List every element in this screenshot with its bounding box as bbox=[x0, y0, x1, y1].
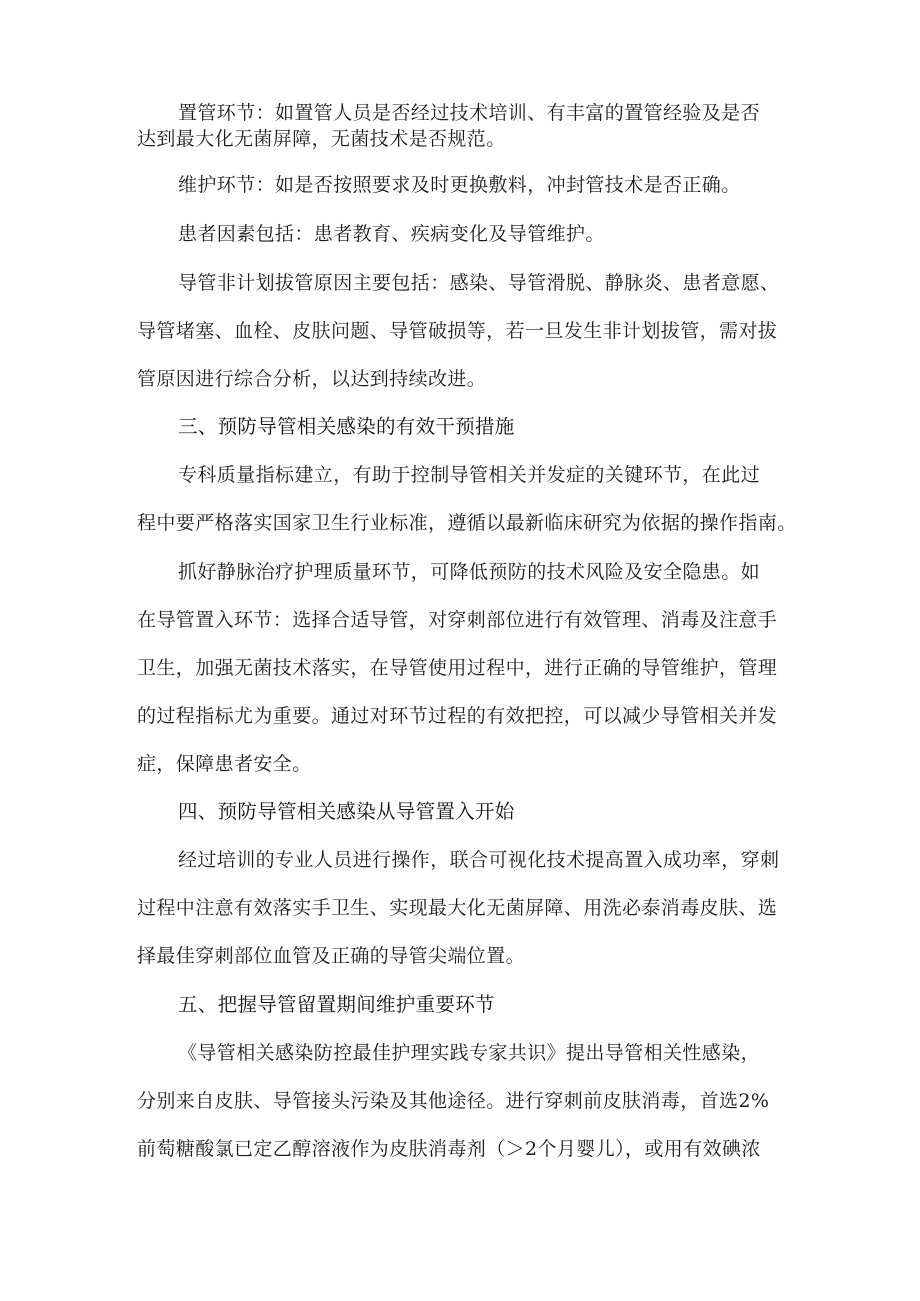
paragraph-line: 程中要严格落实国家卫生行业标准，遵循以最新临床研究为依据的操作指南。 bbox=[137, 512, 797, 534]
paragraph-line: 卫生，加强无菌技术落实，在导管使用过程中，进行正确的导管维护，管理 bbox=[137, 657, 778, 679]
paragraph-line: 的过程指标尤为重要。通过对环节过程的有效把控，可以减少导管相关并发 bbox=[137, 705, 778, 727]
paragraph-line: 前萄糖酸氯已定乙醇溶液作为皮肤消毒剂（＞2个月婴儿），或用有效碘浓 bbox=[137, 1138, 761, 1160]
section-heading-3: 三、预防导管相关感染的有效干预措施 bbox=[178, 415, 515, 438]
section-heading-4: 四、预防导管相关感染从导管置入开始 bbox=[178, 800, 515, 823]
paragraph-line: 专科质量指标建立，有助于控制导管相关并发症的关键环节，在此过 bbox=[178, 464, 761, 486]
paragraph-line: 维护环节：如是否按照要求及时更换敷料，冲封管技术是否正确。 bbox=[178, 174, 741, 196]
paragraph-line: 择最佳穿刺部位血管及正确的导管尖端位置。 bbox=[137, 945, 526, 967]
paragraph-line: 达到最大化无菌屏障，无菌技术是否规范。 bbox=[137, 128, 506, 150]
section-heading-5: 五、把握导管留置期间维护重要环节 bbox=[178, 993, 495, 1016]
paragraph-line: 患者因素包括：患者教育、疾病变化及导管维护。 bbox=[178, 223, 605, 245]
paragraph-line: 《导管相关感染防控最佳护理实践专家共识》提出导管相关性感染， bbox=[178, 1042, 761, 1064]
paragraph-line: 导管非计划拔管原因主要包括：感染、导管滑脱、静脉炎、患者意愿、 bbox=[178, 272, 780, 294]
paragraph-line: 置管环节：如置管人员是否经过技术培训、有丰富的置管经验及是否 bbox=[178, 102, 761, 124]
paragraph-line: 经过培训的专业人员进行操作，联合可视化技术提高置入成功率，穿刺 bbox=[178, 849, 780, 871]
paragraph-line: 分别来自皮肤、导管接头污染及其他途径。进行穿刺前皮肤消毒，首选2% bbox=[137, 1090, 770, 1112]
paragraph-line: 症，保障患者安全。 bbox=[137, 753, 312, 775]
paragraph-line: 导管堵塞、血栓、皮肤问题、导管破损等，若一旦发生非计划拔管，需对拔 bbox=[137, 320, 778, 342]
paragraph-line: 过程中注意有效落实手卫生、实现最大化无菌屏障、用洗必泰消毒皮肤、选 bbox=[137, 897, 778, 919]
paragraph-line: 抓好静脉治疗护理质量环节，可降低预防的技术风险及安全隐患。如 bbox=[178, 561, 761, 583]
paragraph-line: 在导管置入环节：选择合适导管，对穿刺部位进行有效管理、消毒及注意手 bbox=[137, 609, 778, 631]
paragraph-line: 管原因进行综合分析，以达到持续改进。 bbox=[137, 368, 487, 390]
